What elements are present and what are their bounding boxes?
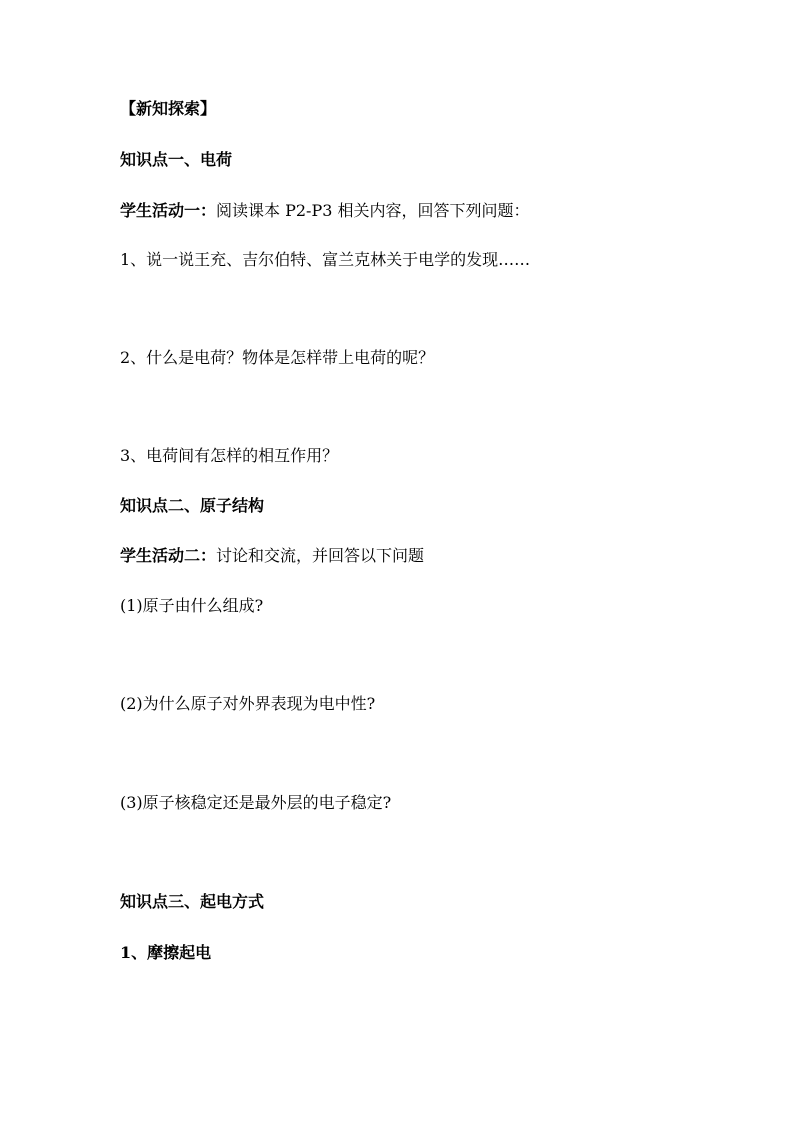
- point1-question-1: 1、说一说王充、吉尔伯特、富兰克林关于电学的发现……: [120, 250, 531, 269]
- point2-activity-label: 学生活动二：: [120, 546, 217, 565]
- point2-title: 知识点二、原子结构: [120, 496, 265, 515]
- section-heading: 【新知探索】: [120, 99, 217, 118]
- point1-activity-label: 学生活动一：: [120, 201, 217, 220]
- point1-question-2: 2、什么是电荷？物体是怎样带上电荷的呢？: [120, 348, 435, 367]
- point3-subitem-1: 1、摩擦起电: [120, 943, 212, 962]
- point2-question-2: (2)为什么原子对外界表现为电中性?: [120, 694, 376, 713]
- point2-activity: [120, 546, 424, 566]
- point3-title: 知识点三、起电方式: [120, 892, 265, 911]
- point1-activity-text: 阅读课本 P2-P3 相关内容，回答下列问题：: [216, 201, 530, 220]
- point1-activity: [120, 201, 530, 221]
- point1-title: 知识点一、电荷: [120, 150, 233, 169]
- point2-question-1: (1)原子由什么组成?: [120, 596, 264, 615]
- point2-question-3: (3)原子核稳定还是最外层的电子稳定?: [120, 793, 392, 812]
- point2-activity-text: 讨论和交流，并回答以下问题: [216, 546, 425, 565]
- point1-question-3: 3、电荷间有怎样的相互作用？: [120, 446, 339, 465]
